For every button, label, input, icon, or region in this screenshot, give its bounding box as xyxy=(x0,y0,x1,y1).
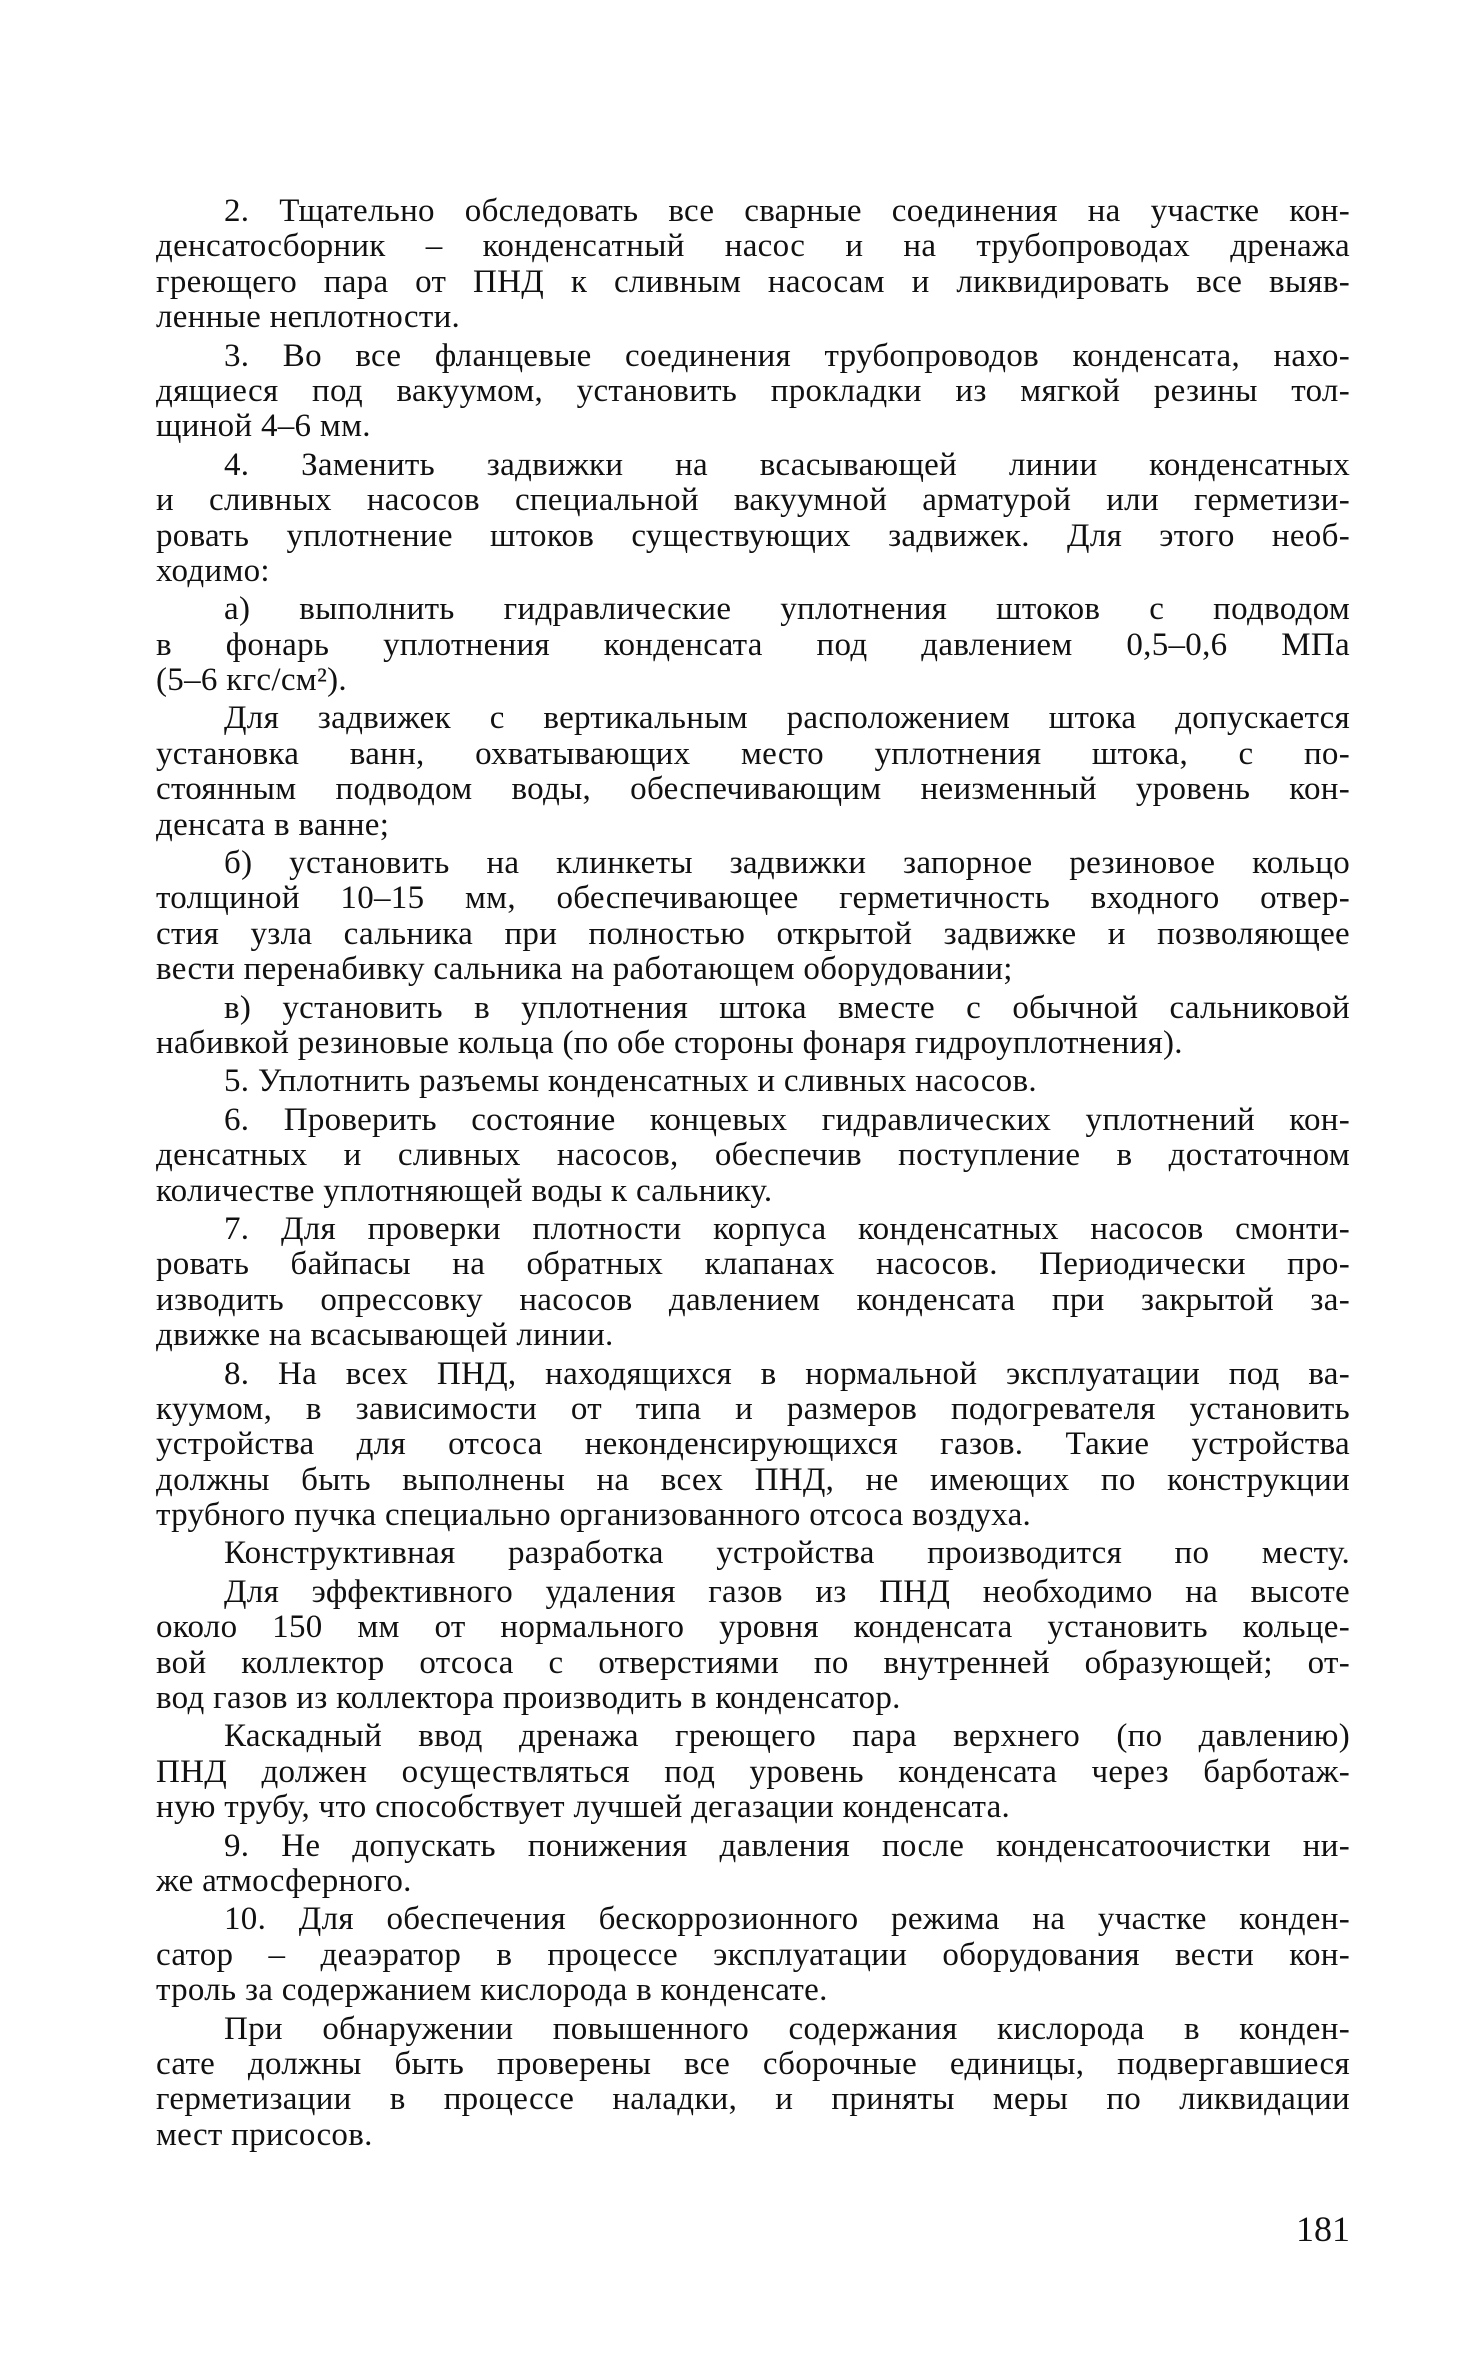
text-line: троль за содержанием кислорода в конденсате. xyxy=(156,1973,828,2009)
text-line: Для задвижек с вертикальным расположением штока допускается xyxy=(224,701,1350,737)
text-line: ровать байпасы на обратных клапанах насосов. Периодически про- xyxy=(156,1247,1350,1283)
text-line: около 150 мм от нормального уровня конденсата установить кольце- xyxy=(156,1610,1350,1646)
text-line: стия узла сальника при полностью открытой задвижке и позволяющее xyxy=(156,916,1350,952)
text-line: изводить опрессовку насосов давлением конденсата при закрытой за- xyxy=(156,1282,1350,1318)
text-line: ленные неплотности. xyxy=(156,300,461,336)
text-line: 4. Заменить задвижки на всасывающей линии конденсатных xyxy=(224,447,1350,483)
paragraph xyxy=(156,2012,1350,2154)
paragraph xyxy=(156,991,1350,1062)
text-line: Для эффективного удаления газов из ПНД необходимо на высоте xyxy=(224,1574,1350,1610)
text-line: куумом, в зависимости от типа и размеров подогревателя установить xyxy=(156,1391,1350,1427)
text-line: набивкой резиновые кольца (по обе стороны фонаря гидроуплотнения). xyxy=(156,1025,1183,1061)
text-line: стоянным подводом воды, обеспечивающим неизменный уровень кон- xyxy=(156,772,1350,808)
paragraph xyxy=(156,1575,1350,1717)
text-line: 9. Не допускать понижения давления после конденсатоочистки ни- xyxy=(224,1828,1350,1864)
text-line: щиной 4–6 мм. xyxy=(156,409,371,445)
text-line: ходимо: xyxy=(156,553,270,589)
text-line: вой коллектор отсоса с отверстиями по внутренней образующей; от- xyxy=(156,1645,1350,1681)
text-line: а) выполнить гидравлические уплотнения штоков с подводом xyxy=(224,592,1350,628)
text-line: в фонарь уплотнения конденсата под давлением 0,5–0,6 МПа xyxy=(156,627,1350,663)
text-line: Каскадный ввод дренажа греющего пара верхнего (по давлению) xyxy=(224,1719,1350,1755)
paragraph xyxy=(156,1902,1350,2008)
text-line: в) установить в уплотнения штока вместе с обычной сальниковой xyxy=(224,990,1350,1026)
text-line: ровать уплотнение штоков существующих задвижек. Для этого необ- xyxy=(156,518,1350,554)
text-line: 10. Для обеспечения бескоррозионного режима на участке конден- xyxy=(224,1902,1350,1938)
text-line: ПНД должен осуществляться под уровень конденсата через барботаж- xyxy=(156,1754,1350,1790)
text-line: денсатосборник – конденсатный насос и на трубопроводах дренажа xyxy=(156,229,1350,265)
text-line: денсатных и сливных насосов, обеспечив поступление в достаточном xyxy=(156,1138,1350,1174)
text-line: денсата в ванне; xyxy=(156,807,390,843)
text-line: сате должны быть проверены все сборочные единицы, подвергавшиеся xyxy=(156,2046,1350,2082)
paragraph xyxy=(156,846,1350,988)
text-line: греющего пара от ПНД к сливным насосам и ликвидировать все выяв- xyxy=(156,264,1350,300)
text-line: вод газов из коллектора производить в конденсатор. xyxy=(156,1681,901,1717)
text-line: сатор – деаэратор в процессе эксплуатации оборудования вести кон- xyxy=(156,1937,1350,1973)
text-line: 6. Проверить состояние концевых гидравлических уплотнений кон- xyxy=(224,1102,1350,1138)
text-line: количестве уплотняющей воды к сальнику. xyxy=(156,1173,773,1209)
page-number: 181 xyxy=(1296,2209,1350,2249)
paragraph xyxy=(156,1719,1350,1825)
text-line: же атмосферного. xyxy=(156,1863,412,1899)
text-line: установка ванн, охватывающих место уплотнения штока, с по- xyxy=(156,736,1350,772)
text-line: 7. Для проверки плотности корпуса конденсатных насосов смонти- xyxy=(224,1211,1350,1247)
text-line: 3. Во все фланцевые соединения трубопроводов конденсата, нахо- xyxy=(224,338,1350,374)
paragraph xyxy=(156,1829,1350,1900)
text-line: и сливных насосов специальной вакуумной арматурой или герметизи- xyxy=(156,483,1350,519)
text-line: 5. Уплотнить разъемы конденсатных и сливных насосов. xyxy=(224,1064,1037,1100)
page-body-text xyxy=(156,194,1350,2156)
text-line: ную трубу, что способствует лучшей дегазации конденсата. xyxy=(156,1790,1011,1826)
text-line: герметизации в процессе наладки, и приняты меры по ликвидации xyxy=(156,2082,1350,2118)
text-line: трубного пучка специально организованного отсоса воздуха. xyxy=(156,1498,1032,1534)
text-line: При обнаружении повышенного содержания кислорода в конден- xyxy=(224,2011,1350,2047)
paragraph xyxy=(156,1536,1350,1571)
text-line: Конструктивная разработка устройства производится по месту. xyxy=(224,1536,1350,1572)
paragraph xyxy=(156,448,1350,590)
paragraph xyxy=(156,701,1350,843)
paragraph xyxy=(156,1064,1350,1099)
paragraph xyxy=(156,1103,1350,1209)
text-line: мест присосов. xyxy=(156,2117,373,2153)
paragraph xyxy=(156,339,1350,445)
text-line: устройства для отсоса неконденсирующихся газов. Такие устройства xyxy=(156,1427,1350,1463)
text-line: (5–6 кгс/см²). xyxy=(156,663,347,699)
paragraph xyxy=(156,1357,1350,1534)
text-line: вести перенабивку сальника на работающем оборудовании; xyxy=(156,952,1013,988)
text-line: движке на всасывающей линии. xyxy=(156,1318,614,1354)
paragraph xyxy=(156,1212,1350,1354)
text-line: б) установить на клинкеты задвижки запорное резиновое кольцо xyxy=(224,846,1350,882)
text-line: 8. На всех ПНД, находящихся в нормальной эксплуатации под ва- xyxy=(224,1356,1350,1392)
paragraph xyxy=(156,194,1350,336)
text-line: должны быть выполнены на всех ПНД, не имеющих по конструкции xyxy=(156,1462,1350,1498)
text-line: 2. Тщательно обследовать все сварные соединения на участке кон- xyxy=(224,194,1350,229)
text-line: дящиеся под вакуумом, установить прокладки из мягкой резины тол- xyxy=(156,373,1350,409)
text-line: толщиной 10–15 мм, обеспечивающее герметичность входного отвер- xyxy=(156,881,1350,917)
paragraph xyxy=(156,592,1350,698)
